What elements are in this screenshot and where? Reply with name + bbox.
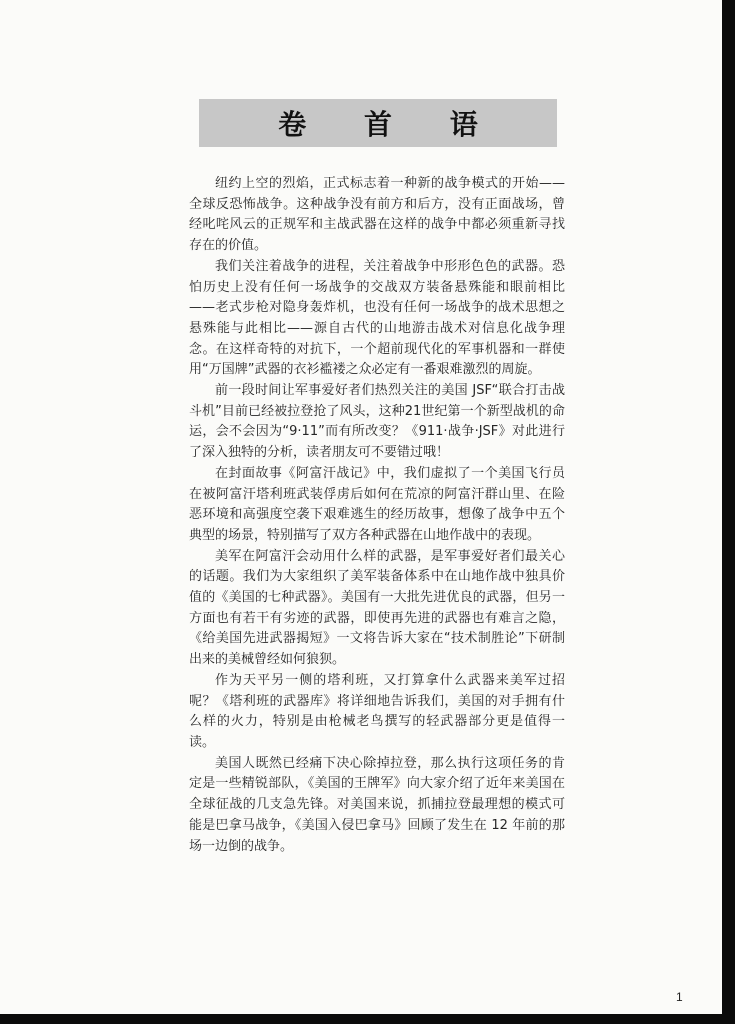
page-title: 卷 首 语 (278, 108, 502, 141)
paragraph: 在封面故事《阿富汗战记》中，我们虚拟了一个美国飞行员在被阿富汗塔利班武装俘虏后如何在荒凉的阿富汗群山里、在险恶环境和高强度空袭下艰难逃生的经历故事，想像了战争中五个典型的场景，特别描写了双方各种武器在山地作战中的表现。 (189, 465, 565, 543)
paragraph: 作为天平另一侧的塔利班，又打算拿什么武器来美军过招呢？《塔利班的武器库》将详细地告诉我们，美国的对手拥有什么样的火力，特别是由枪械老鸟撰写的轻武器部分更是值得一读。 (189, 672, 565, 750)
scan-edge-bottom (0, 1014, 735, 1024)
paragraph: 美国人既然已经痛下决心除掉拉登，那么执行这项任务的肯定是一些精锐部队，《美国的王牌军》向大家介绍了近年来美国在全球征战的几支急先锋。对美国来说，抓捕拉登最理想的模式可能是巴拿马战争，《美国入侵巴拿马》回顾了发生在 12 年前的那场一边倒的战争。 (189, 755, 565, 854)
paragraph: 美军在阿富汗会动用什么样的武器，是军事爱好者们最关心的话题。我们为大家组织了美军装备体系中在山地作战中独具价值的《美国的七种武器》。美国有一大批先进优良的武器，但另一方面也有若干有劣迹的武器，即使再先进的武器也有难言之隐，《给美国先进武器揭短》一文将告诉大家在“技术制胜论”下研制出来的美械曾经如何狼狈。 (189, 548, 565, 668)
title-banner (199, 99, 557, 147)
paragraph: 我们关注着战争的进程，关注着战争中形形色色的武器。恐怕历史上没有任何一场战争的交战双方装备悬殊能和眼前相比——老式步枪对隐身轰炸机，也没有任何一场战争的战术思想之悬殊能与此相比——源自古代的山地游击战术对信息化战争理念。在这样奇特的对抗下，一个超前现代化的军事机器和一群使用“万国牌”武器的衣衫褴褛之众必定有一番艰难激烈的周旋。 (189, 258, 565, 378)
scan-edge-right (722, 0, 735, 1024)
paragraph: 纽约上空的烈焰，正式标志着一种新的战争模式的开始——全球反恐怖战争。这种战争没有前方和后方，没有正面战场，曾经叱咤风云的正规军和主战武器在这样的战争中都必须重新寻找存在的价值。 (189, 176, 565, 254)
page-number: 1 (676, 990, 683, 1004)
editorial-body (189, 174, 565, 857)
paragraph: 前一段时间让军事爱好者们热烈关注的美国 JSF“联合打击战斗机”目前已经被拉登抢了风头，这种21世纪第一个新型战机的命运，会不会因为“9·11”而有所改变？《911·战争·JSF》对此进行了深入独特的分析，读者朋友可不要错过哦！ (189, 383, 565, 461)
